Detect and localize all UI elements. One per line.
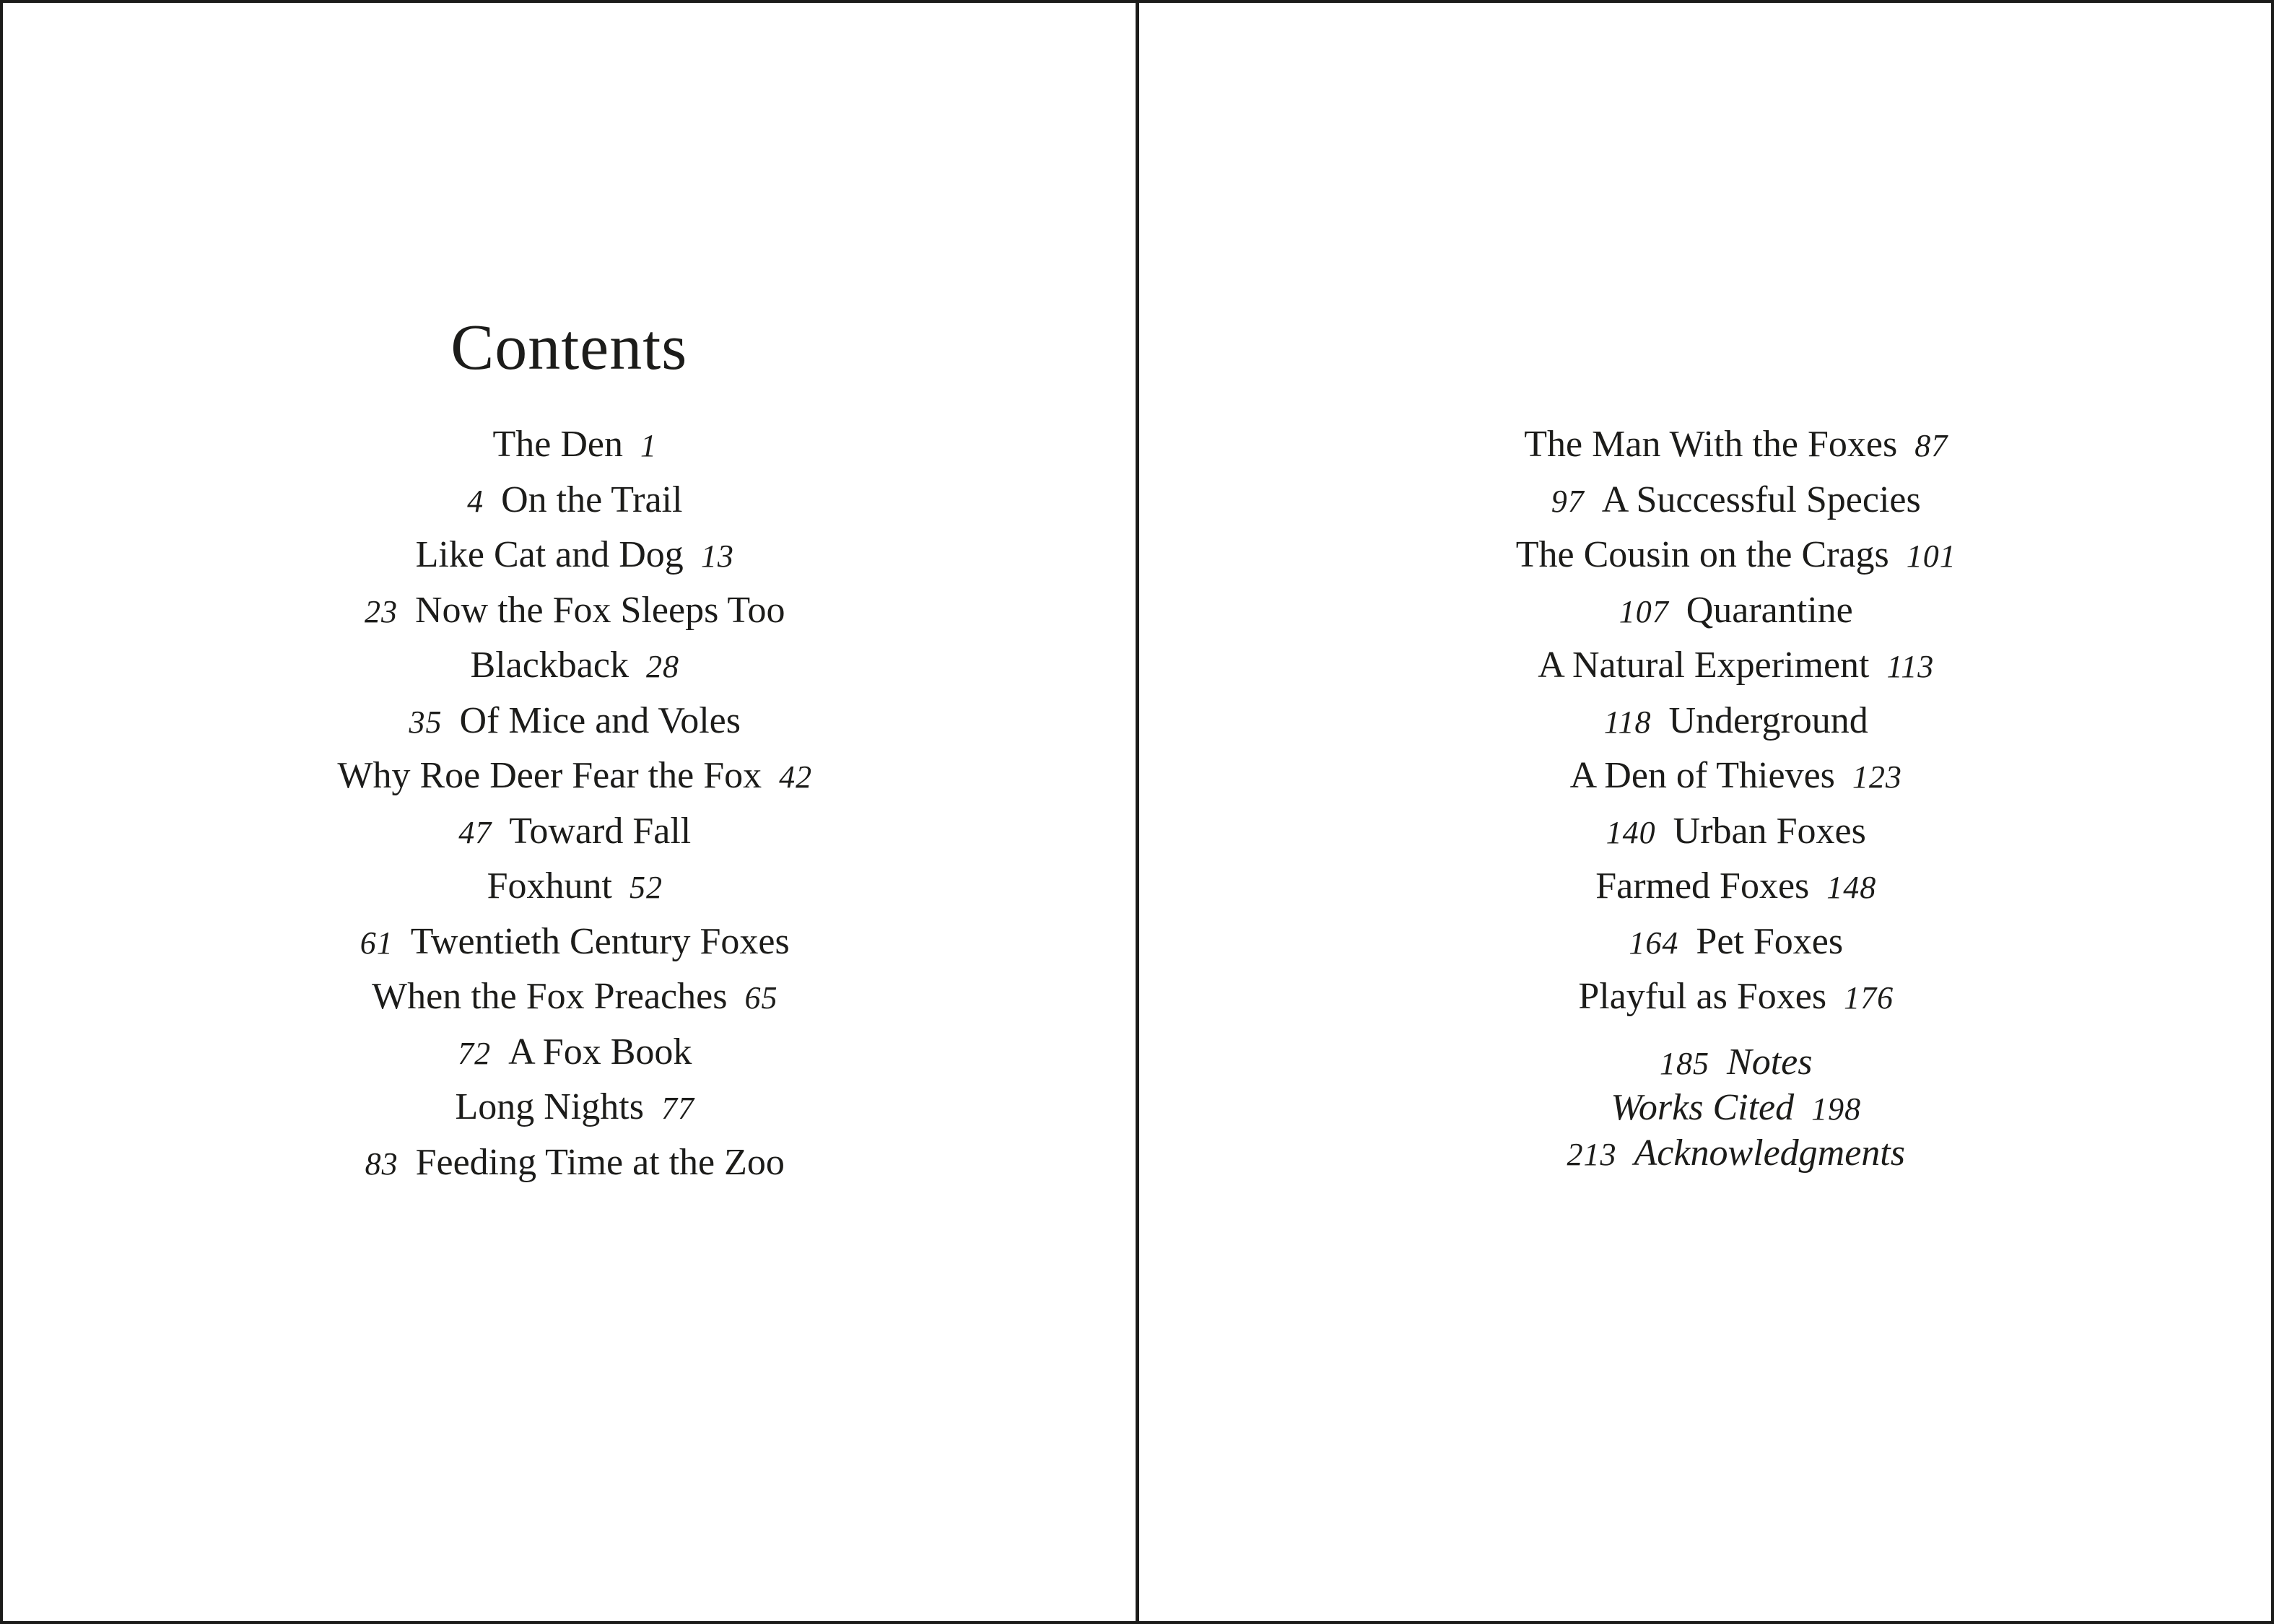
chapter-title: Long Nights <box>455 1086 644 1127</box>
page-number: 164 <box>1629 925 1679 961</box>
chapter-title: Notes <box>1727 1042 1813 1083</box>
toc-entry <box>14 1136 1136 1192</box>
toc-entry <box>1201 584 2272 639</box>
toc-entry <box>14 418 1136 473</box>
toc-entry <box>1201 639 2272 694</box>
page-number: 118 <box>1603 704 1652 740</box>
toc-entry <box>1201 805 2272 860</box>
toc-entry <box>14 473 1136 529</box>
page-number: 113 <box>1886 649 1935 684</box>
left-page <box>3 3 1136 1621</box>
toc-entry <box>1201 473 2272 529</box>
page-number: 52 <box>629 870 663 905</box>
toc-entry <box>14 584 1136 639</box>
page-number: 87 <box>1914 428 1948 463</box>
toc-entry <box>1201 418 2272 473</box>
backmatter-list <box>1201 1040 2272 1176</box>
chapter-title: Works Cited <box>1611 1087 1795 1128</box>
left-toc-list <box>14 418 1136 1191</box>
toc-entry <box>1201 970 2272 1026</box>
toc-entry <box>14 639 1136 694</box>
chapter-title: Like Cat and Dog <box>415 534 684 575</box>
page-number: 47 <box>458 814 492 850</box>
chapter-title: Now the Fox Sleeps Too <box>414 589 785 631</box>
page-number: 97 <box>1551 483 1585 519</box>
toc-entry <box>1201 860 2272 915</box>
chapter-title: Acknowledgments <box>1634 1132 1905 1174</box>
chapter-title: Foxhunt <box>487 865 612 907</box>
right-toc-list <box>1201 418 2272 1026</box>
chapter-title: Farmed Foxes <box>1595 865 1810 907</box>
toc-entry <box>1201 1086 2272 1131</box>
chapter-title: When the Fox Preaches <box>372 976 728 1017</box>
toc-entry <box>14 694 1136 750</box>
chapter-title: The Den <box>492 424 623 465</box>
toc-entry <box>1201 1040 2272 1086</box>
page-number: 185 <box>1660 1046 1710 1081</box>
chapter-title: Of Mice and Voles <box>459 699 741 741</box>
chapter-title: The Man With the Foxes <box>1524 424 1898 465</box>
chapter-title: Pet Foxes <box>1696 920 1844 962</box>
page-number: 61 <box>360 925 393 961</box>
page-number: 23 <box>364 593 398 629</box>
chapter-title: The Cousin on the Crags <box>1515 534 1889 575</box>
page-number: 148 <box>1826 870 1877 905</box>
page-number: 101 <box>1906 538 1956 574</box>
toc-entry <box>14 1081 1136 1136</box>
chapter-title: Playful as Foxes <box>1578 976 1827 1017</box>
page-number: 42 <box>779 759 813 795</box>
chapter-title: A Fox Book <box>508 1031 692 1073</box>
page-number: 176 <box>1844 980 1894 1016</box>
toc-entry <box>14 528 1136 584</box>
toc-entry <box>1201 749 2272 805</box>
page-number: 140 <box>1606 814 1656 850</box>
chapter-title: Underground <box>1668 699 1868 741</box>
chapter-title: A Den of Thieves <box>1569 755 1835 796</box>
page-number: 123 <box>1852 759 1902 795</box>
chapter-title: A Natural Experiment <box>1538 645 1870 686</box>
page-number: 72 <box>458 1035 492 1071</box>
toc-entry <box>1201 915 2272 971</box>
chapter-title: Toward Fall <box>509 810 692 852</box>
chapter-title: Feeding Time at the Zoo <box>415 1141 785 1183</box>
toc-entry <box>1201 528 2272 584</box>
page-number: 28 <box>645 649 679 684</box>
right-page <box>1139 3 2272 1621</box>
toc-entry <box>1201 694 2272 750</box>
toc-entry <box>14 805 1136 860</box>
chapter-title: On the Trail <box>501 479 683 520</box>
page-number: 77 <box>661 1091 694 1126</box>
page-number: 107 <box>1619 593 1669 629</box>
toc-entry <box>14 915 1136 971</box>
page-number: 213 <box>1567 1137 1617 1172</box>
page-number: 198 <box>1811 1091 1862 1127</box>
toc-entry <box>14 749 1136 805</box>
chapter-title: A Successful Species <box>1601 479 1921 520</box>
chapter-title: Quarantine <box>1686 589 1853 631</box>
chapter-title: Blackback <box>470 645 629 686</box>
page-number: 13 <box>700 538 734 574</box>
chapter-title: Twentieth Century Foxes <box>410 920 790 962</box>
toc-entry <box>14 1026 1136 1081</box>
page-number: 35 <box>409 704 443 740</box>
toc-entry <box>14 860 1136 915</box>
page-number: 1 <box>640 428 657 463</box>
toc-entry <box>1201 1131 2272 1176</box>
chapter-title: Why Roe Deer Fear the Fox <box>337 755 762 796</box>
page-number: 65 <box>744 980 778 1016</box>
page-number: 4 <box>467 483 484 519</box>
page-number: 83 <box>365 1145 398 1182</box>
toc-entry <box>14 970 1136 1026</box>
contents-title: Contents <box>450 312 688 383</box>
chapter-title: Urban Foxes <box>1673 810 1866 852</box>
